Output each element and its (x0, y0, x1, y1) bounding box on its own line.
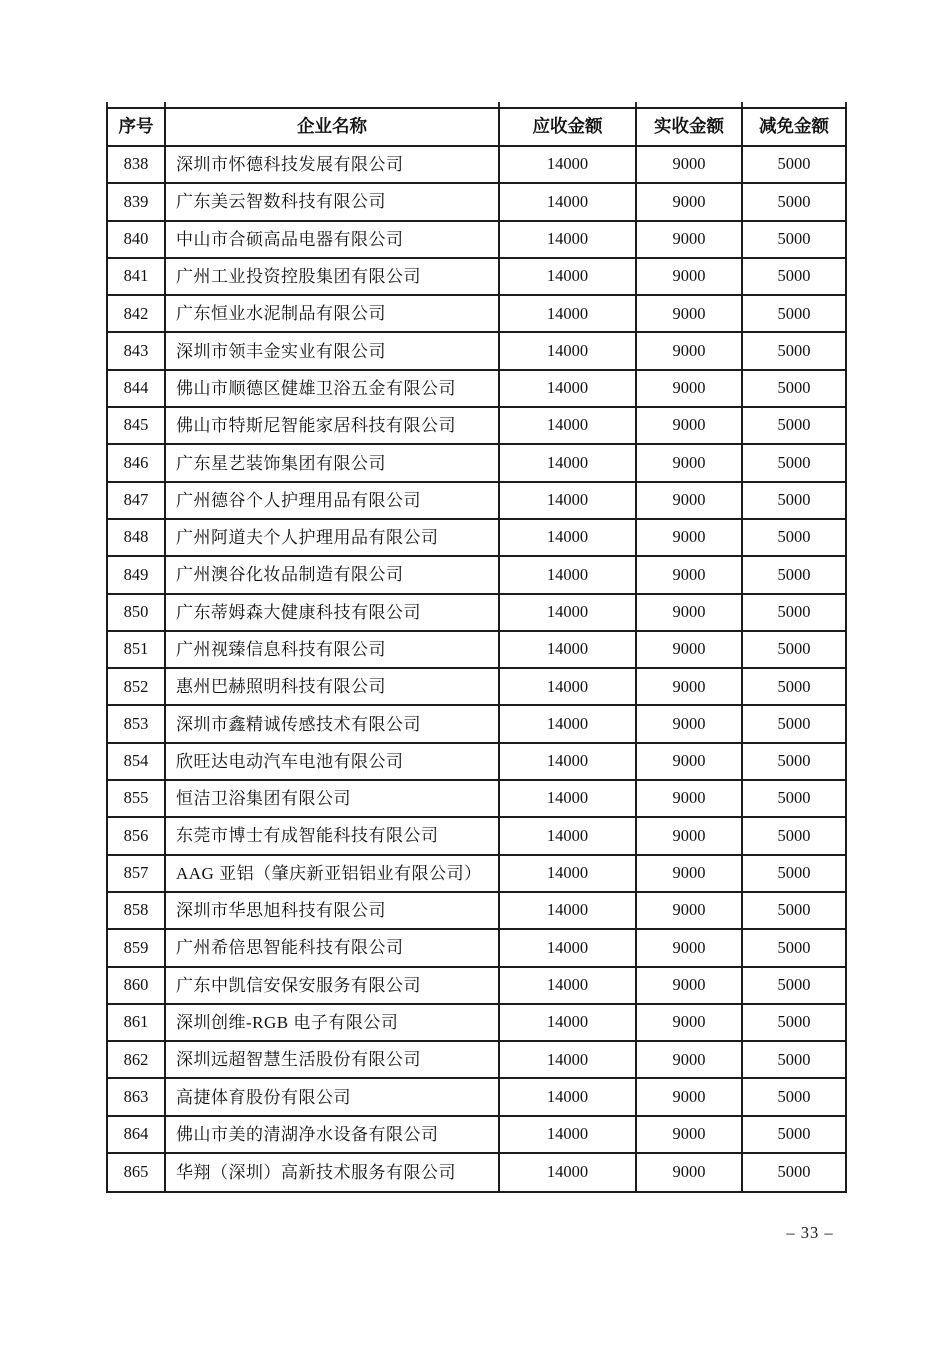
fee-table (106, 107, 847, 1193)
company-name: 深圳远超智慧生活股份有限公司 (166, 1042, 500, 1079)
received-amount: 9000 (637, 333, 743, 370)
reduction-amount: 5000 (743, 968, 845, 1005)
received-amount: 9000 (637, 1005, 743, 1042)
reduction-amount: 5000 (743, 147, 845, 184)
company-name: 广州工业投资控股集团有限公司 (166, 259, 500, 296)
company-name: 广东美云智数科技有限公司 (166, 184, 500, 221)
receivable-amount: 14000 (500, 893, 637, 930)
reduction-amount: 5000 (743, 856, 845, 893)
received-amount: 9000 (637, 147, 743, 184)
reduction-amount: 5000 (743, 818, 845, 855)
row-serial-number: 863 (108, 1079, 166, 1116)
company-name: 深圳市华思旭科技有限公司 (166, 893, 500, 930)
reduction-amount: 5000 (743, 781, 845, 818)
receivable-amount: 14000 (500, 408, 637, 445)
received-amount: 9000 (637, 259, 743, 296)
company-name: 广州德谷个人护理用品有限公司 (166, 483, 500, 520)
receivable-amount: 14000 (500, 856, 637, 893)
table-border-tick (845, 102, 847, 107)
row-serial-number: 850 (108, 595, 166, 632)
company-name: 佛山市顺德区健雄卫浴五金有限公司 (166, 371, 500, 408)
company-name: 深圳市鑫精诚传感技术有限公司 (166, 706, 500, 743)
header-reduction-amount: 减免金额 (743, 109, 845, 147)
receivable-amount: 14000 (500, 445, 637, 482)
row-serial-number: 847 (108, 483, 166, 520)
received-amount: 9000 (637, 968, 743, 1005)
table-border-tick (741, 102, 743, 107)
receivable-amount: 14000 (500, 1117, 637, 1154)
row-serial-number: 848 (108, 520, 166, 557)
receivable-amount: 14000 (500, 483, 637, 520)
company-name: 广州视臻信息科技有限公司 (166, 632, 500, 669)
company-name: 深圳市领丰金实业有限公司 (166, 333, 500, 370)
receivable-amount: 14000 (500, 1079, 637, 1116)
reduction-amount: 5000 (743, 520, 845, 557)
reduction-amount: 5000 (743, 445, 845, 482)
row-serial-number: 865 (108, 1154, 166, 1191)
reduction-amount: 5000 (743, 333, 845, 370)
company-name: 惠州巴赫照明科技有限公司 (166, 669, 500, 706)
company-name: 广州希倍思智能科技有限公司 (166, 930, 500, 967)
row-serial-number: 852 (108, 669, 166, 706)
receivable-amount: 14000 (500, 706, 637, 743)
company-name: 佛山市美的清湖净水设备有限公司 (166, 1117, 500, 1154)
received-amount: 9000 (637, 595, 743, 632)
received-amount: 9000 (637, 557, 743, 594)
row-serial-number: 843 (108, 333, 166, 370)
receivable-amount: 14000 (500, 781, 637, 818)
company-name: 高捷体育股份有限公司 (166, 1079, 500, 1116)
received-amount: 9000 (637, 222, 743, 259)
reduction-amount: 5000 (743, 595, 845, 632)
header-company-name: 企业名称 (166, 109, 500, 147)
received-amount: 9000 (637, 744, 743, 781)
receivable-amount: 14000 (500, 557, 637, 594)
received-amount: 9000 (637, 1154, 743, 1191)
company-name: 广东中凯信安保安服务有限公司 (166, 968, 500, 1005)
company-name: 广州澳谷化妆品制造有限公司 (166, 557, 500, 594)
receivable-amount: 14000 (500, 520, 637, 557)
company-name: 广东蒂姆森大健康科技有限公司 (166, 595, 500, 632)
company-name: 广州阿道夫个人护理用品有限公司 (166, 520, 500, 557)
company-name: AAG 亚铝（肇庆新亚铝铝业有限公司） (166, 856, 500, 893)
row-serial-number: 844 (108, 371, 166, 408)
company-name: 深圳创维-RGB 电子有限公司 (166, 1005, 500, 1042)
reduction-amount: 5000 (743, 632, 845, 669)
receivable-amount: 14000 (500, 669, 637, 706)
row-serial-number: 845 (108, 408, 166, 445)
row-serial-number: 841 (108, 259, 166, 296)
reduction-amount: 5000 (743, 1042, 845, 1079)
receivable-amount: 14000 (500, 1005, 637, 1042)
receivable-amount: 14000 (500, 595, 637, 632)
header-receivable-amount: 应收金额 (500, 109, 637, 147)
row-serial-number: 838 (108, 147, 166, 184)
receivable-amount: 14000 (500, 184, 637, 221)
company-name: 广东恒业水泥制品有限公司 (166, 296, 500, 333)
receivable-amount: 14000 (500, 147, 637, 184)
page-number: – 33 – (786, 1223, 834, 1242)
received-amount: 9000 (637, 371, 743, 408)
received-amount: 9000 (637, 669, 743, 706)
reduction-amount: 5000 (743, 1079, 845, 1116)
reduction-amount: 5000 (743, 222, 845, 259)
header-serial-number: 序号 (108, 109, 166, 147)
received-amount: 9000 (637, 781, 743, 818)
row-serial-number: 854 (108, 744, 166, 781)
reduction-amount: 5000 (743, 893, 845, 930)
receivable-amount: 14000 (500, 371, 637, 408)
company-name: 东莞市博士有成智能科技有限公司 (166, 818, 500, 855)
received-amount: 9000 (637, 1042, 743, 1079)
row-serial-number: 846 (108, 445, 166, 482)
receivable-amount: 14000 (500, 333, 637, 370)
reduction-amount: 5000 (743, 557, 845, 594)
table-border-tick (635, 102, 637, 107)
receivable-amount: 14000 (500, 222, 637, 259)
reduction-amount: 5000 (743, 184, 845, 221)
row-serial-number: 856 (108, 818, 166, 855)
company-name: 恒洁卫浴集团有限公司 (166, 781, 500, 818)
row-serial-number: 842 (108, 296, 166, 333)
table-border-tick (106, 102, 108, 107)
received-amount: 9000 (637, 184, 743, 221)
company-name: 中山市合硕高品电器有限公司 (166, 222, 500, 259)
company-name: 深圳市怀德科技发展有限公司 (166, 147, 500, 184)
received-amount: 9000 (637, 1079, 743, 1116)
received-amount: 9000 (637, 483, 743, 520)
table-border-tick (498, 102, 500, 107)
receivable-amount: 14000 (500, 296, 637, 333)
row-serial-number: 851 (108, 632, 166, 669)
receivable-amount: 14000 (500, 259, 637, 296)
reduction-amount: 5000 (743, 259, 845, 296)
reduction-amount: 5000 (743, 483, 845, 520)
row-serial-number: 859 (108, 930, 166, 967)
received-amount: 9000 (637, 818, 743, 855)
received-amount: 9000 (637, 296, 743, 333)
company-name: 欣旺达电动汽车电池有限公司 (166, 744, 500, 781)
row-serial-number: 858 (108, 893, 166, 930)
company-name: 广东星艺装饰集团有限公司 (166, 445, 500, 482)
receivable-amount: 14000 (500, 632, 637, 669)
reduction-amount: 5000 (743, 1117, 845, 1154)
receivable-amount: 14000 (500, 744, 637, 781)
row-serial-number: 855 (108, 781, 166, 818)
row-serial-number: 857 (108, 856, 166, 893)
row-serial-number: 853 (108, 706, 166, 743)
received-amount: 9000 (637, 856, 743, 893)
row-serial-number: 849 (108, 557, 166, 594)
header-received-amount: 实收金额 (637, 109, 743, 147)
row-serial-number: 861 (108, 1005, 166, 1042)
reduction-amount: 5000 (743, 669, 845, 706)
receivable-amount: 14000 (500, 818, 637, 855)
reduction-amount: 5000 (743, 930, 845, 967)
received-amount: 9000 (637, 706, 743, 743)
received-amount: 9000 (637, 632, 743, 669)
reduction-amount: 5000 (743, 296, 845, 333)
received-amount: 9000 (637, 408, 743, 445)
row-serial-number: 840 (108, 222, 166, 259)
received-amount: 9000 (637, 520, 743, 557)
row-serial-number: 839 (108, 184, 166, 221)
company-name: 佛山市特斯尼智能家居科技有限公司 (166, 408, 500, 445)
row-serial-number: 860 (108, 968, 166, 1005)
receivable-amount: 14000 (500, 930, 637, 967)
reduction-amount: 5000 (743, 744, 845, 781)
row-serial-number: 864 (108, 1117, 166, 1154)
reduction-amount: 5000 (743, 408, 845, 445)
table-border-tick (164, 102, 166, 107)
company-name: 华翔（深圳）高新技术服务有限公司 (166, 1154, 500, 1191)
receivable-amount: 14000 (500, 968, 637, 1005)
receivable-amount: 14000 (500, 1042, 637, 1079)
received-amount: 9000 (637, 1117, 743, 1154)
reduction-amount: 5000 (777, 1162, 811, 1182)
received-amount: 9000 (637, 930, 743, 967)
receivable-amount: 14000 (500, 1154, 637, 1191)
row-serial-number: 862 (108, 1042, 166, 1079)
reduction-amount: 5000 (743, 706, 845, 743)
reduction-amount: 5000 (743, 1005, 845, 1042)
received-amount: 9000 (637, 445, 743, 482)
received-amount: 9000 (637, 893, 743, 930)
reduction-amount: 5000 (743, 371, 845, 408)
